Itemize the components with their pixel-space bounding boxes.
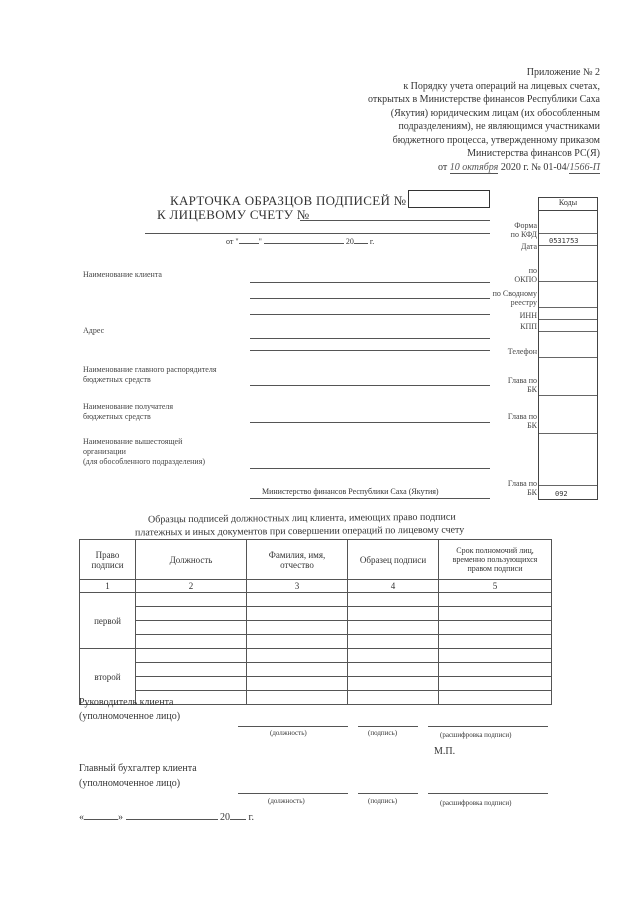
appendix-line: бюджетного процесса, утвержденному приказом: [392, 134, 600, 146]
glava-label-1: Глава по БК: [507, 376, 537, 394]
final-date: « » 20 г.: [79, 812, 254, 823]
sign-caption-2: (подпись): [368, 797, 398, 805]
appendix-line: к Порядку учета операций на лицевых счетах,: [403, 80, 600, 92]
col-num: 3: [247, 580, 348, 593]
codes-column: [538, 210, 598, 500]
okpo-label: по ОКПО: [514, 266, 537, 284]
col-sample: Образец подписи: [348, 540, 439, 580]
appendix-line: Приложение № 2: [526, 67, 600, 78]
register-label: по Сводному реестру: [492, 289, 537, 307]
col-term: Срок полномочий лиц, временно пользующихся правом подписи: [439, 540, 552, 580]
appendix-block: [368, 66, 600, 174]
card-date: от " " 20 г.: [226, 237, 375, 246]
kpp-label: КПП: [520, 322, 537, 331]
appendix-date: от 10 октября 2020 г. № 01-04/1566-П: [437, 161, 600, 173]
codes-header: Коды: [538, 197, 598, 211]
ministry-name: Министерство финансов Республики Саха (Якутия): [262, 487, 439, 496]
glava-label-2: Глава по БК: [507, 412, 537, 430]
glava-code-value: 092: [555, 490, 568, 498]
appendix-line: Министерства финансов РС(Я): [467, 148, 600, 159]
col-num: 5: [439, 580, 552, 593]
phone-label: Телефон: [507, 347, 537, 356]
glava-label-3: Глава по БК: [507, 479, 537, 497]
inn-label: ИНН: [519, 311, 537, 320]
samples-heading-2: платежных и иных документов при совершении операций по лицевому счету: [134, 524, 465, 539]
samples-heading-1: Образцы подписей должностных лиц клиента, имеющих право подписи: [147, 511, 456, 526]
col-num: 1: [80, 580, 136, 593]
samples-table: [79, 539, 552, 705]
form-label: Форма по КФД: [510, 221, 537, 239]
appendix-line: (Якутия) юридическим лицам (их обособленным: [390, 107, 600, 119]
date-label: Дата: [521, 242, 537, 251]
handwritten-number: 1566-П: [569, 161, 600, 173]
recipient-name-label: Наименование получателя бюджетных средств: [83, 402, 174, 421]
authorized-label-2: (уполномоченное лицо): [79, 778, 181, 789]
col-fio: Фамилия, имя, отчество: [247, 540, 348, 580]
second-right-label: второй: [80, 649, 136, 705]
col-right: Право подписи: [80, 540, 136, 580]
card-title: КАРТОЧКА ОБРАЗЦОВ ПОДПИСЕЙ №: [170, 193, 407, 208]
col-num: 4: [348, 580, 439, 593]
account-title: К ЛИЦЕВОМУ СЧЕТУ №: [157, 207, 310, 222]
col-num: 2: [136, 580, 247, 593]
handwritten-date: 10 октября: [449, 161, 499, 173]
decode-caption-2: (расшифровка подписи): [440, 799, 512, 807]
card-number-box[interactable]: [408, 190, 490, 208]
seal-mark: М.П.: [434, 746, 456, 757]
first-right-label: первой: [80, 593, 136, 649]
client-name-label: Наименование клиента: [83, 270, 162, 279]
chief-accountant-label: Главный бухгалтер клиента: [79, 763, 197, 774]
manager-name-label: Наименование главного распорядителя бюджетных средств: [83, 365, 217, 384]
head-client-label: Руководитель клиента: [79, 697, 174, 708]
appendix-line: подразделениям), не являющимся участниками: [398, 121, 600, 132]
form-code-value: 0531753: [549, 237, 579, 245]
position-caption-1: (должность): [270, 729, 307, 737]
authorized-label-1: (уполномоченное лицо): [79, 711, 181, 722]
sign-caption-1: (подпись): [368, 729, 398, 737]
position-caption-2: (должность): [268, 797, 305, 805]
decode-caption-1: (расшифровка подписи): [440, 731, 512, 739]
address-label: Адрес: [83, 326, 105, 335]
parent-org-label: Наименование вышестоящей организации (для обособленного подразделения): [83, 437, 206, 466]
appendix-line: открытых в Министерстве финансов Республики Саха: [368, 94, 600, 105]
col-position: Должность: [136, 540, 247, 580]
